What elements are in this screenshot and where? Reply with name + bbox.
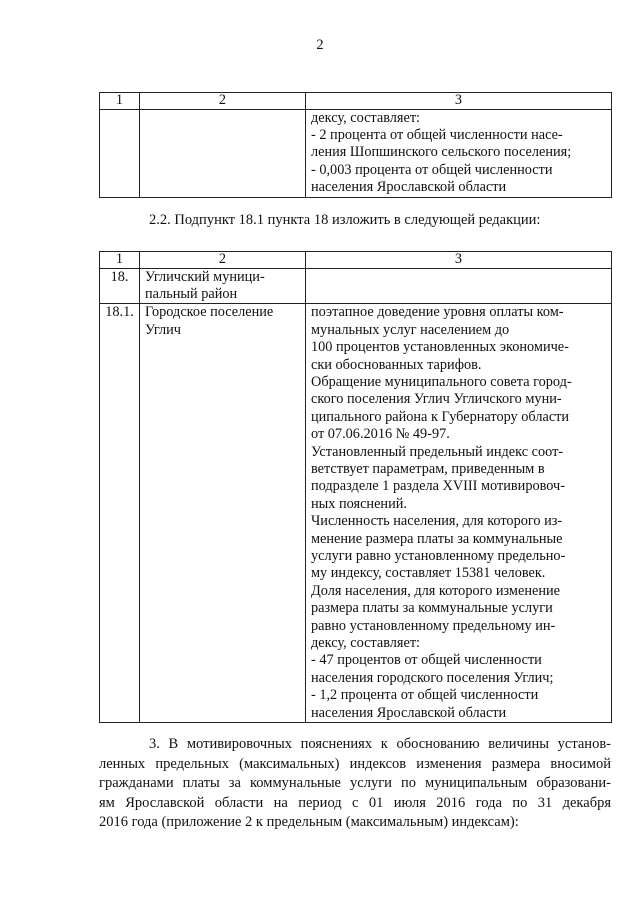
paragraph-line: 3. В мотивировочных пояснениях к обоснованию величины установ- (149, 736, 611, 752)
text-line: ципального района к Губернатору области (311, 408, 570, 425)
text-line: ски обоснованных тарифов. (311, 356, 482, 373)
text-line: Угличский муници- (145, 268, 265, 285)
header-cell-2: 2 (140, 252, 306, 269)
paragraph-line: 2016 года (приложение 2 к предельным (максимальным) индексам): (99, 814, 519, 831)
text-line: Углич (145, 321, 181, 338)
text-line: Доля населения, для которого изменение (311, 582, 560, 599)
text-line: Обращение муниципального совета город- (311, 373, 572, 390)
text-line: ления Шопшинского сельского поселения; (311, 144, 572, 161)
text-line: - 1,2 процента от общей численности (311, 687, 539, 704)
text-line: размера платы за коммунальные услуги (311, 600, 553, 617)
text-line: дексу, составляет: (311, 109, 421, 126)
text-line: - 0,003 процента от общей численности (311, 161, 553, 178)
text-line: поэтапное доведение уровня оплаты ком- (311, 304, 564, 321)
page-number: 2 (316, 37, 324, 53)
table-header-row (100, 252, 612, 269)
text-line: Установленный предельный индекс соот- (311, 443, 564, 460)
text-line: 100 процентов установленных экономиче- (311, 339, 569, 356)
text-line: населения Ярославской области (311, 179, 507, 196)
text-line: от 07.06.2016 № 49-97. (311, 426, 450, 443)
table-row (100, 268, 612, 304)
header-cell-3: 3 (306, 93, 612, 110)
table-row (100, 109, 612, 197)
header-cell-3: 3 (306, 252, 612, 269)
paragraph-line: гражданами платы за коммунальные услуги по муниципальным образовани- (99, 775, 611, 792)
text-line: ных пояснений. (311, 495, 407, 512)
paragraph-line: ленных предельных (максимальных) индексов изменения размера вносимой (99, 755, 611, 772)
text-line: подразделе 1 раздела XVIII мотивировоч- (311, 478, 565, 495)
table-continuation (99, 92, 612, 198)
text-line: - 47 процентов от общей численности (311, 652, 542, 669)
cell-description (306, 304, 612, 723)
text-line: ского поселения Углич Угличского муни- (311, 391, 562, 408)
header-cell-1: 1 (100, 93, 140, 110)
cell-number (100, 109, 140, 197)
cell-name (140, 268, 306, 304)
header-cell-1: 1 (100, 252, 140, 269)
text-line: услуги равно установленному предельно- (311, 548, 566, 564)
table-amendment (99, 251, 612, 723)
text-line: менение размера платы за коммунальные (311, 530, 563, 547)
table-header-row (100, 93, 612, 110)
cell-number: 18.1. (100, 304, 140, 723)
text-line: равно установленному предельному ин- (311, 617, 556, 634)
header-cell-2: 2 (140, 93, 306, 110)
text-line: ветствует параметрам, приведенным в (311, 460, 545, 477)
cell-number: 18. (100, 268, 140, 304)
text-line: мунальных услуг населением до (311, 321, 510, 338)
text-line: - 2 процента от общей численности насе- (311, 126, 563, 143)
cell-name (140, 304, 306, 723)
text-line: дексу, составляет: (311, 635, 421, 652)
text-line: населения городского поселения Углич; (311, 669, 554, 686)
cell-description (306, 268, 612, 304)
text-line: Городское поселение (145, 304, 274, 321)
subpoint-heading: 2.2. Подпункт 18.1 пункта 18 изложить в следующей редакции: (149, 212, 541, 228)
text-line: му индексу, составляет 15381 человек. (311, 565, 546, 582)
text-line: населения Ярославской области (311, 704, 507, 721)
text-line: пальный район (145, 285, 238, 302)
table-row (100, 304, 612, 723)
text-line: Численность населения, для которого из- (311, 513, 563, 530)
paragraph-3 (99, 735, 611, 833)
cell-description (306, 109, 612, 197)
paragraph-line: ям Ярославской области на период с 01 июля 2016 года по 31 декабря (99, 794, 611, 811)
cell-name (140, 109, 306, 197)
